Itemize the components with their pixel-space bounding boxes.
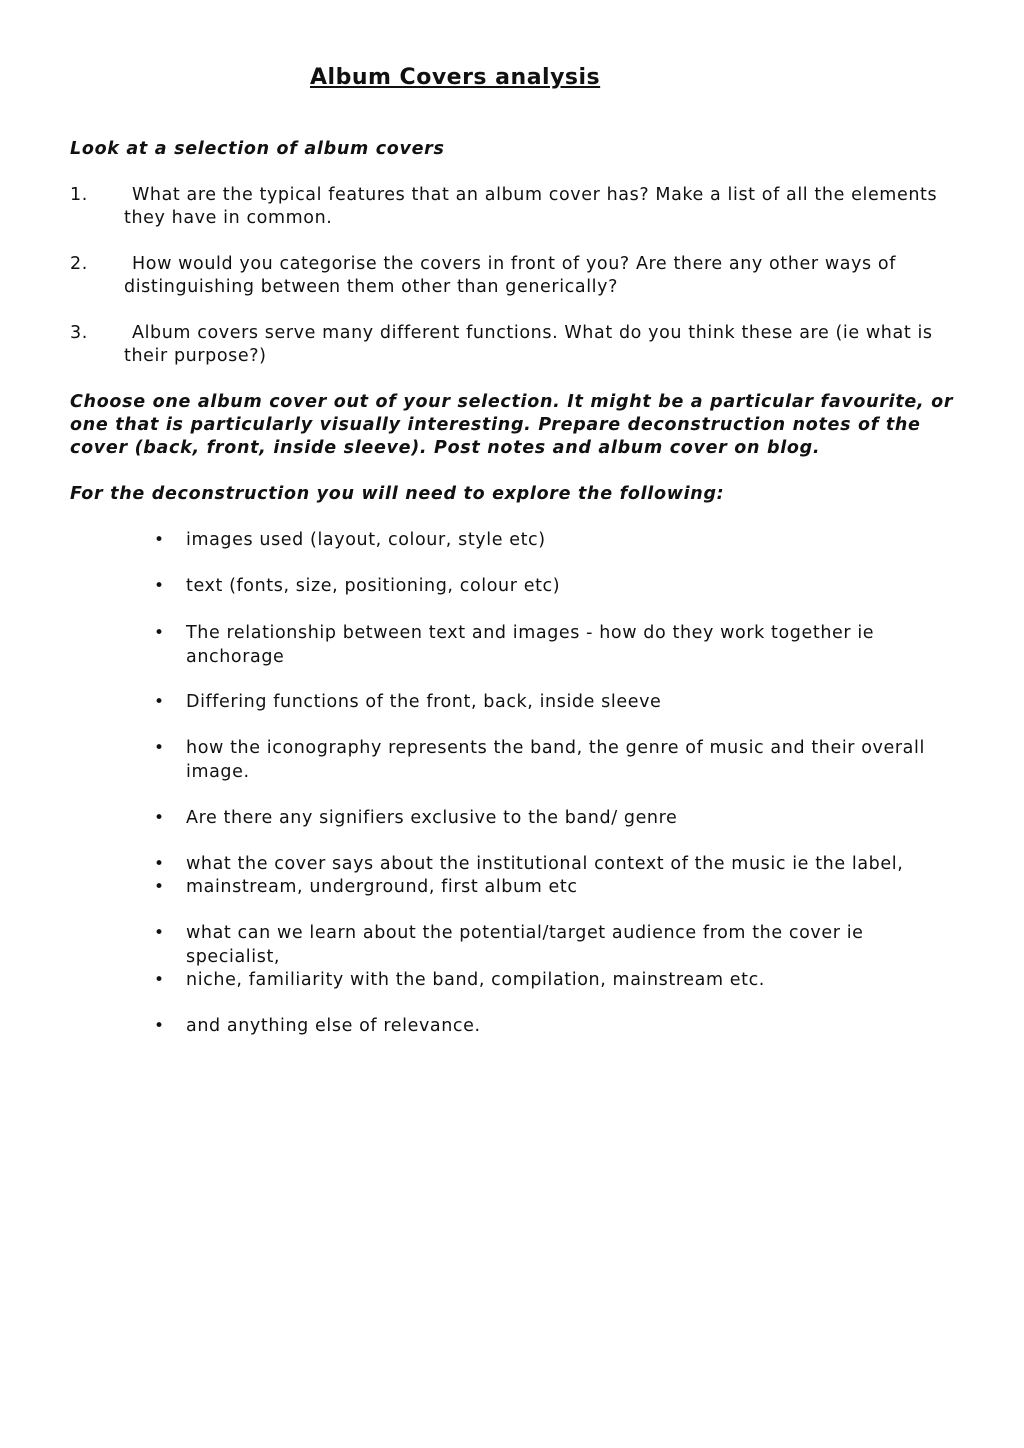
bullet-icon: •	[154, 970, 165, 990]
bullet-text: niche, familiarity with the band, compilation, mainstream etc.	[186, 970, 765, 990]
bullet-icon: •	[154, 692, 165, 712]
bullet-icon: •	[154, 877, 165, 897]
question-number: 3.	[70, 323, 88, 343]
bullet-icon: •	[154, 576, 165, 596]
question-text: How would you categorise the covers in front of you? Are there any other ways of distinguishing between them other than generically?	[124, 254, 896, 297]
bullet-icon: •	[154, 738, 165, 758]
bullet-text: what can we learn about the potential/target audience from the cover ie specialist,	[186, 923, 864, 967]
bullet-text: Differing functions of the front, back, inside sleeve	[186, 692, 662, 712]
bullet-text: images used (layout, colour, style etc)	[186, 530, 546, 550]
bullet-text: The relationship between text and images - how do they work together ie anchorage	[186, 623, 875, 667]
bullet-icon: •	[154, 854, 165, 874]
question-number: 1.	[70, 185, 88, 205]
question-text: What are the typical features that an album cover has? Make a list of all the elements they have in common.	[124, 185, 938, 228]
bullet-text: what the cover says about the institutional context of the music ie the label,	[186, 854, 904, 874]
deconstruction-heading: For the deconstruction you will need to explore the following:	[70, 484, 725, 504]
bullet-text: how the iconography represents the band, the genre of music and their overall image.	[186, 738, 925, 782]
question-text: Album covers serve many different functions. What do you think these are (ie what is their purpose?)	[124, 323, 933, 366]
page-title: Album Covers analysis	[310, 65, 601, 90]
bullet-text: text (fonts, size, positioning, colour etc)	[186, 576, 561, 596]
bullet-text: mainstream, underground, first album etc	[186, 877, 578, 897]
bullet-text: Are there any signifiers exclusive to the band/ genre	[186, 808, 678, 828]
question-number: 2.	[70, 254, 88, 274]
intro-heading: Look at a selection of album covers	[70, 139, 445, 159]
bullet-icon: •	[154, 530, 165, 550]
instruction-paragraph: Choose one album cover out of your selection. It might be a particular favourite, or one that is particularly visually interesting. Prepare deconstruction notes of the cover (back, front, inside sleeve). Post notes and album cover on blog.	[70, 392, 954, 458]
bullet-icon: •	[154, 808, 165, 828]
bullet-icon: •	[154, 623, 165, 643]
bullet-icon: •	[154, 923, 165, 943]
bullet-text: and anything else of relevance.	[186, 1016, 481, 1036]
bullet-icon: •	[154, 1016, 165, 1036]
